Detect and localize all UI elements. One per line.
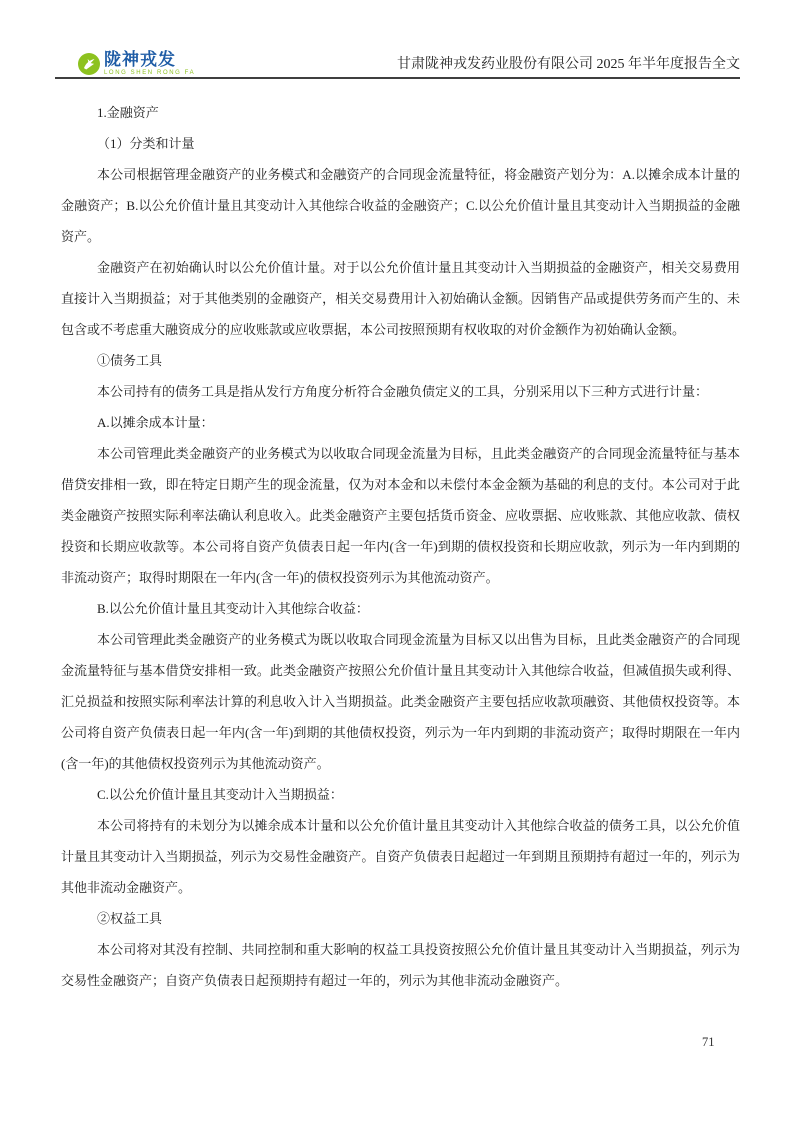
logo-text-block [104,51,195,76]
paragraph: 本公司将持有的未划分为以摊余成本计量和以公允价值计量且其变动计入其他综合收益的债务工具，以公允价值计量且其变动计入当期损益，列示为交易性金融资产。自资产负债表日起超过一年到期且预期持有超过一年的，列示为其他非流动金融资产。 [61,818,740,895]
paragraph: B.以公允价值计量且其变动计入其他综合收益： [97,601,369,616]
page-number: 71 [702,1035,715,1049]
paragraph: 本公司持有的债务工具是指从发行方角度分析符合金融负债定义的工具，分别采用以下三种方式进行计量： [97,384,709,399]
paragraph: 本公司管理此类金融资产的业务模式为既以收取合同现金流量为目标又以出售为目标，且此类金融资产的合同现金流量特征与基本借贷安排相一致。此类金融资产按照公允价值计量且其变动计入其他综合收益，但减值损失或利得、汇兑损益和按照实际利率法计算的利息收入计入当期损益。此类金融资产主要包括应收款项融资、其他债权投资等。本公司将自资产负债表日起一年内(含一年)到期的其他债权投资，列示为一年内到期的非流动资产；取得时期限在一年内(含一年)的其他债权投资列示为其他流动资产。 [61,632,740,771]
header-divider [55,77,740,79]
paragraph: A.以摊余成本计量： [97,415,214,430]
paragraph: （1）分类和计量 [97,136,195,151]
document-body [61,97,740,996]
paragraph: 本公司管理此类金融资产的业务模式为以收取合同现金流量为目标，且此类金融资产的合同现金流量特征与基本借贷安排相一致，即在特定日期产生的现金流量，仅为对本金和以未偿付本金金额为基础的利息的支付。本公司对于此类金融资产按照实际利率法确认利息收入。此类金融资产主要包括货币资金、应收票据、应收账款、其他应收款、债权投资和长期应收款等。本公司将自资产负债表日起一年内(含一年)到期的债权投资和长期应收款，列示为一年内到期的非流动资产；取得时期限在一年内(含一年)的债权投资列示为其他流动资产。 [61,446,740,585]
paragraph: ①债务工具 [97,353,163,368]
logo-company-name: 陇神戎发 [104,50,176,69]
paragraph: 本公司将对其没有控制、共同控制和重大影响的权益工具投资按照公允价值计量且其变动计入当期损益，列示为交易性金融资产；自资产负债表日起预期持有超过一年的，列示为其他非流动金融资产。 [61,942,740,988]
company-logo [78,51,195,76]
paragraph: 1.金融资产 [97,105,159,120]
logo-company-name-latin: LONG SHEN RONG FA [104,70,196,76]
paragraph: ②权益工具 [97,911,163,926]
paragraph: 金融资产在初始确认时以公允价值计量。对于以公允价值计量且其变动计入当期损益的金融资产，相关交易费用直接计入当期损益；对于其他类别的金融资产，相关交易费用计入初始确认金额。因销售产品或提供劳务而产生的、未包含或不考虑重大融资成分的应收账款或应收票据，本公司按照预期有权收取的对价金额作为初始确认金额。 [61,260,740,337]
logo-icon [78,53,100,75]
report-header-title: 甘肃陇神戎发药业股份有限公司 2025 年半年度报告全文 [397,57,740,72]
paragraph: 本公司根据管理金融资产的业务模式和金融资产的合同现金流量特征，将金融资产划分为：A.以摊余成本计量的金融资产；B.以公允价值计量且其变动计入其他综合收益的金融资产；C.以公允价值计量且其变动计入当期损益的金融资产。 [61,167,740,244]
paragraph: C.以公允价值计量且其变动计入当期损益： [97,787,343,802]
